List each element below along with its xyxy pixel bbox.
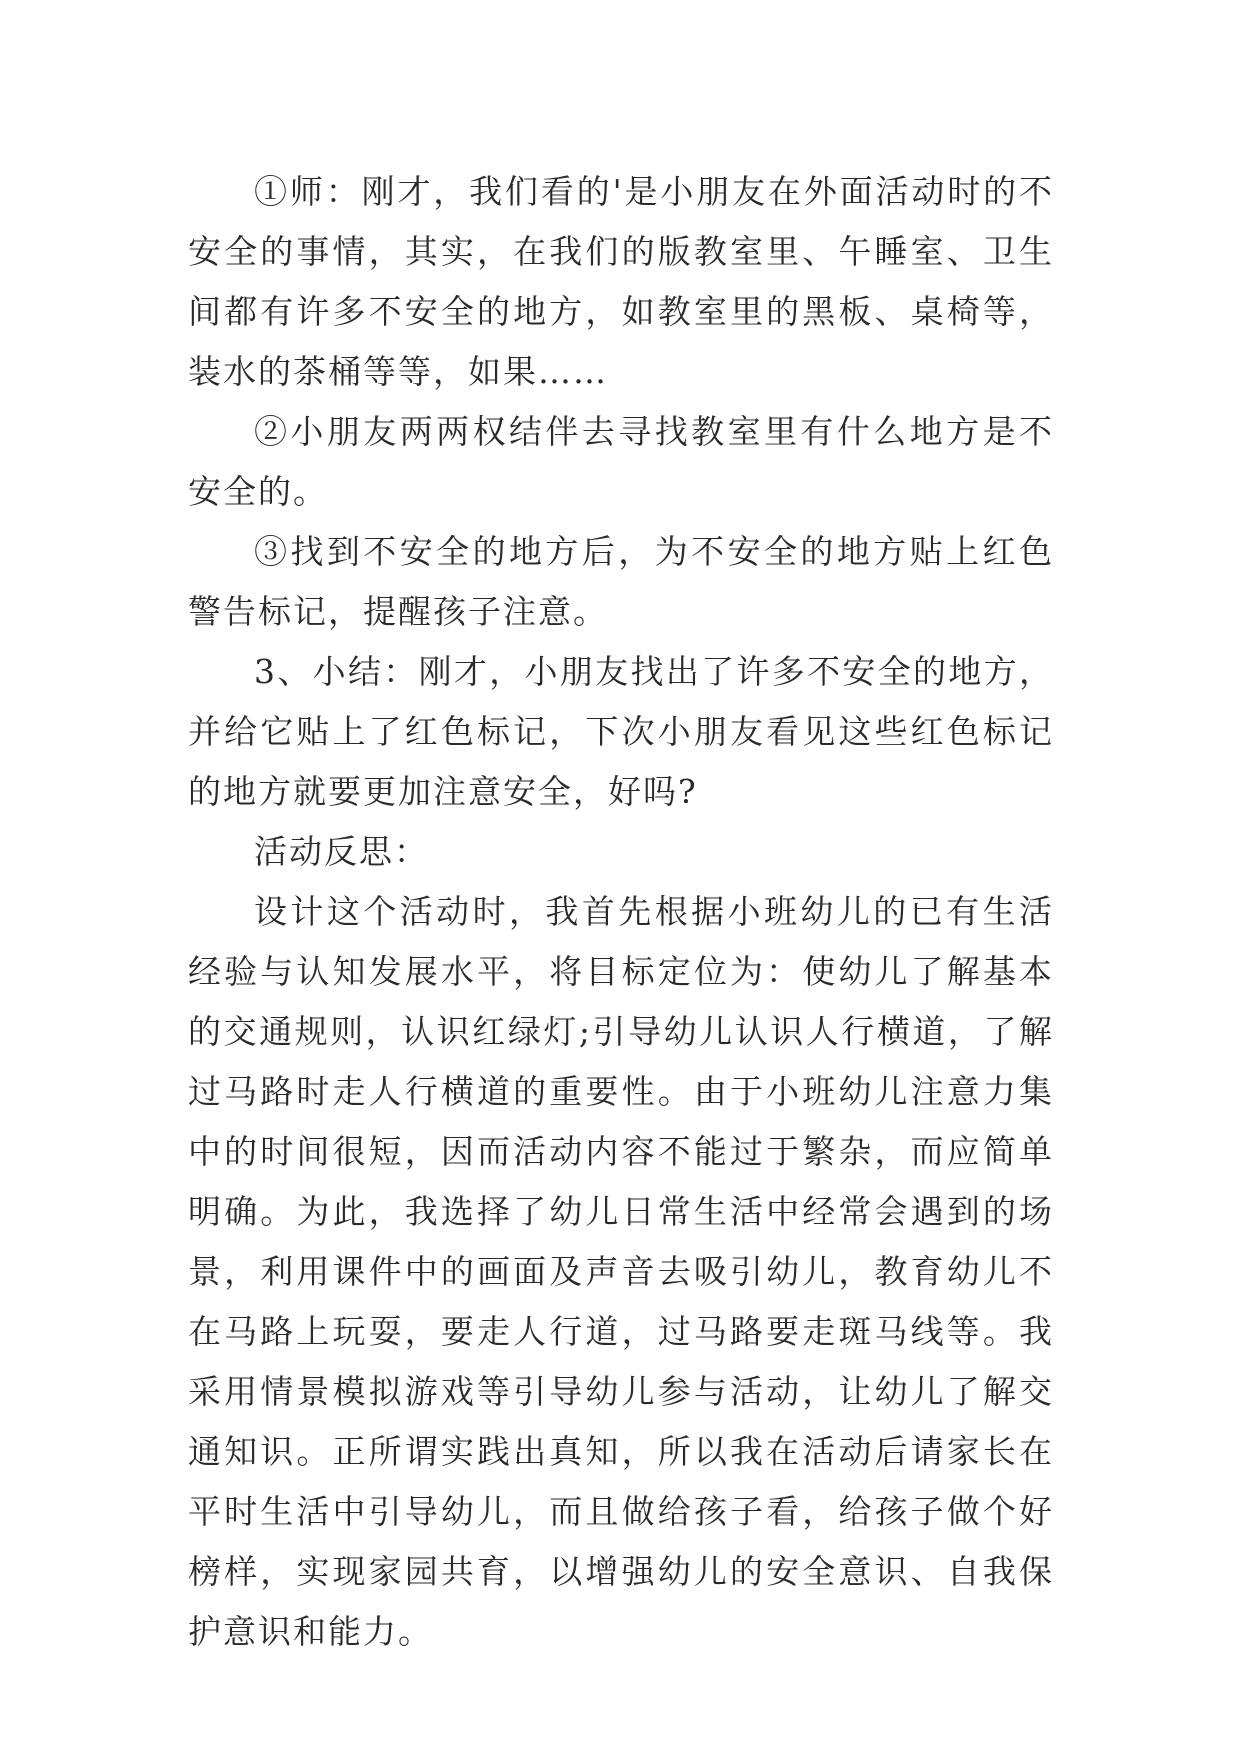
paragraph-summary: 3、小结：刚才，小朋友找出了许多不安全的地方，并给它贴上了红色标记，下次小朋友看见这些红色标记的地方就要更加注意安全，好吗? <box>188 652 1054 811</box>
document-body <box>188 162 1054 1662</box>
paragraph-teacher-intro: ①师：刚才，我们看的'是小朋友在外面活动时的不安全的事情，其实，在我们的版教室里、午睡室、卫生间都有许多不安全的地方，如教室里的黑板、桌椅等，装水的茶桶等等，如果…… <box>188 172 1054 391</box>
paragraph-find-unsafe-places: ②小朋友两两权结伴去寻找教室里有什么地方是不安全的。 <box>188 412 1054 511</box>
paragraph-red-warning-marks: ③找到不安全的地方后，为不安全的地方贴上红色警告标记，提醒孩子注意。 <box>188 532 1054 631</box>
paragraph-reflection-body: 设计这个活动时，我首先根据小班幼儿的已有生活经验与认知发展水平，将目标定位为：使幼儿了解基本的交通规则，认识红绿灯;引导幼儿认识人行横道，了解过马路时走人行横道的重要性。由于小班幼儿注意力集中的时间很短，因而活动内容不能过于繁杂，而应简单明确。为此，我选择了幼儿日常生活中经常会遇到的场景，利用课件中的画面及声音去吸引幼儿，教育幼儿不在马路上玩耍，要走人行道，过马路要走斑马线等。我采用情景模拟游戏等引导幼儿参与活动，让幼儿了解交通知识。正所谓实践出真知，所以我在活动后请家长在平时生活中引导幼儿，而且做给孩子看，给孩子做个好榜样，实现家园共育，以增强幼儿的安全意识、自我保护意识和能力。 <box>188 892 1054 1651</box>
section-heading-reflection: 活动反思： <box>254 832 429 871</box>
